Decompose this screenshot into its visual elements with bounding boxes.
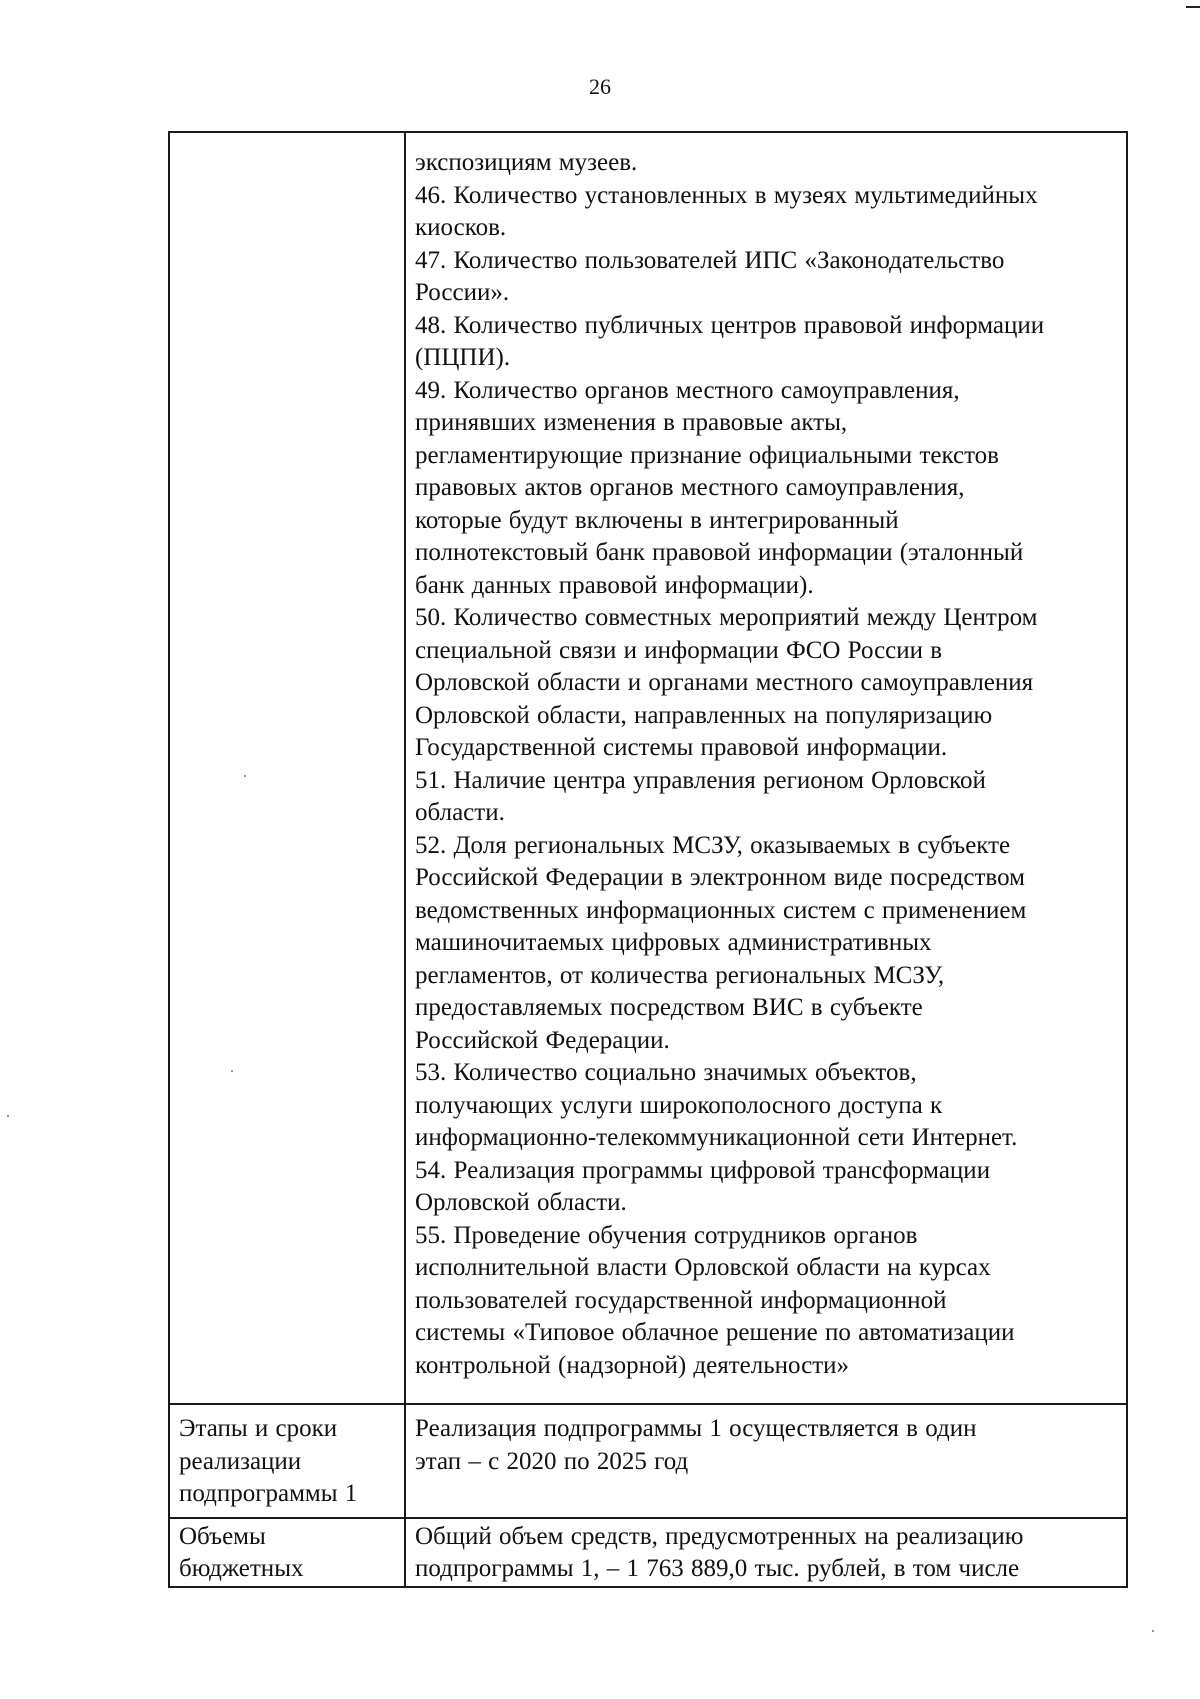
- text-line: информационно-телекоммуникационной сети Интернет.: [415, 1124, 1018, 1151]
- text-line: России».: [415, 279, 510, 306]
- text-line: области.: [415, 799, 505, 826]
- label-line: Этапы и сроки: [179, 1415, 338, 1442]
- stages-label-cell: [169, 1404, 405, 1518]
- text-line: подпрограммы 1, – 1 763 889,0 тыс. рублей, в том числе: [415, 1555, 1020, 1582]
- table-row: [169, 1404, 1127, 1518]
- text-line: пользователей государственной информационной: [415, 1286, 947, 1314]
- text-line: ведомственных информационных систем с применением: [415, 896, 1027, 924]
- label-line: реализации: [179, 1447, 302, 1475]
- text-line: 46. Количество установленных в музеях мультимедийных: [415, 181, 1038, 209]
- text-line: получающих услуги широкополосного доступа к: [415, 1091, 943, 1119]
- text-line: 48. Количество публичных центров правовой информации: [415, 311, 1045, 339]
- text-line: регламентов, от количества региональных МСЗУ,: [415, 961, 945, 989]
- text-line: Государственной системы правовой информации.: [415, 734, 948, 761]
- text-line: регламентирующие признание официальными текстов: [415, 441, 999, 469]
- budget-label-cell: [169, 1518, 405, 1587]
- text-line: Орловской области и органами местного самоуправления: [415, 669, 1034, 696]
- table-row: [169, 132, 1127, 1404]
- row-label-cell: [169, 132, 405, 1404]
- text-line: банк данных правовой информации).: [415, 571, 814, 599]
- label-line: Объемы: [179, 1522, 266, 1550]
- text-line: Орловской области.: [415, 1189, 627, 1216]
- text-line: специальной связи и информации ФСО России в: [415, 636, 943, 664]
- text-line: 53. Количество социально значимых объектов,: [415, 1059, 917, 1086]
- scan-speck: [7, 1115, 9, 1117]
- text-line: Орловской области, направленных на популяризацию: [415, 701, 993, 729]
- text-line: исполнительной власти Орловской области на курсах: [415, 1254, 991, 1281]
- text-line: Реализация подпрограммы 1 осуществляется в один: [415, 1415, 977, 1442]
- text-line: (ПЦПИ).: [415, 344, 511, 371]
- scan-speck: [1152, 1630, 1154, 1632]
- stages-value-cell: [405, 1404, 1127, 1518]
- label-line: подпрограммы 1: [179, 1480, 358, 1507]
- text-line: 49. Количество органов местного самоуправления,: [415, 376, 960, 404]
- text-line: которые будут включены в интегрированный: [415, 506, 899, 534]
- text-line: 50. Количество совместных мероприятий между Центром: [415, 604, 1038, 631]
- label-line: бюджетных: [179, 1555, 304, 1582]
- text-line: Российской Федерации в электронном виде посредством: [415, 864, 1025, 891]
- scan-edge-mark: [1186, 6, 1200, 8]
- text-line: правовых актов органов местного самоуправления,: [415, 474, 965, 501]
- text-line: 47. Количество пользователей ИПС «Законодательство: [415, 246, 1005, 274]
- text-line: Общий объем средств, предусмотренных на реализацию: [415, 1522, 1024, 1550]
- text-line: 52. Доля региональных МСЗУ, оказываемых в субъекте: [415, 831, 1011, 859]
- budget-value-cell: [405, 1518, 1127, 1587]
- text-line: системы «Типовое облачное решение по автоматизации: [415, 1319, 1015, 1346]
- text-line: 55. Проведение обучения сотрудников органов: [415, 1221, 918, 1249]
- text-line: киосков.: [415, 214, 507, 241]
- indicators-list-cell: [405, 132, 1127, 1404]
- text-line: Российской Федерации.: [415, 1026, 670, 1054]
- page-number: 26: [589, 74, 611, 99]
- text-line: 51. Наличие центра управления регионом Орловской: [415, 766, 986, 794]
- text-line: предоставляемых посредством ВИС в субъекте: [415, 994, 923, 1021]
- table-row: [169, 1518, 1127, 1587]
- text-line: машиночитаемых цифровых административных: [415, 929, 932, 956]
- text-line: экспозициям музеев.: [415, 149, 638, 176]
- text-line: принявших изменения в правовые акты,: [415, 409, 848, 436]
- text-line: полнотекстовый банк правовой информации (эталонный: [415, 539, 1024, 566]
- program-passport-table: [168, 131, 1128, 1588]
- text-line: этап – с 2020 по 2025 год: [415, 1447, 689, 1475]
- text-line: контрольной (надзорной) деятельности»: [415, 1351, 850, 1379]
- text-line: 54. Реализация программы цифровой трансформации: [415, 1156, 991, 1184]
